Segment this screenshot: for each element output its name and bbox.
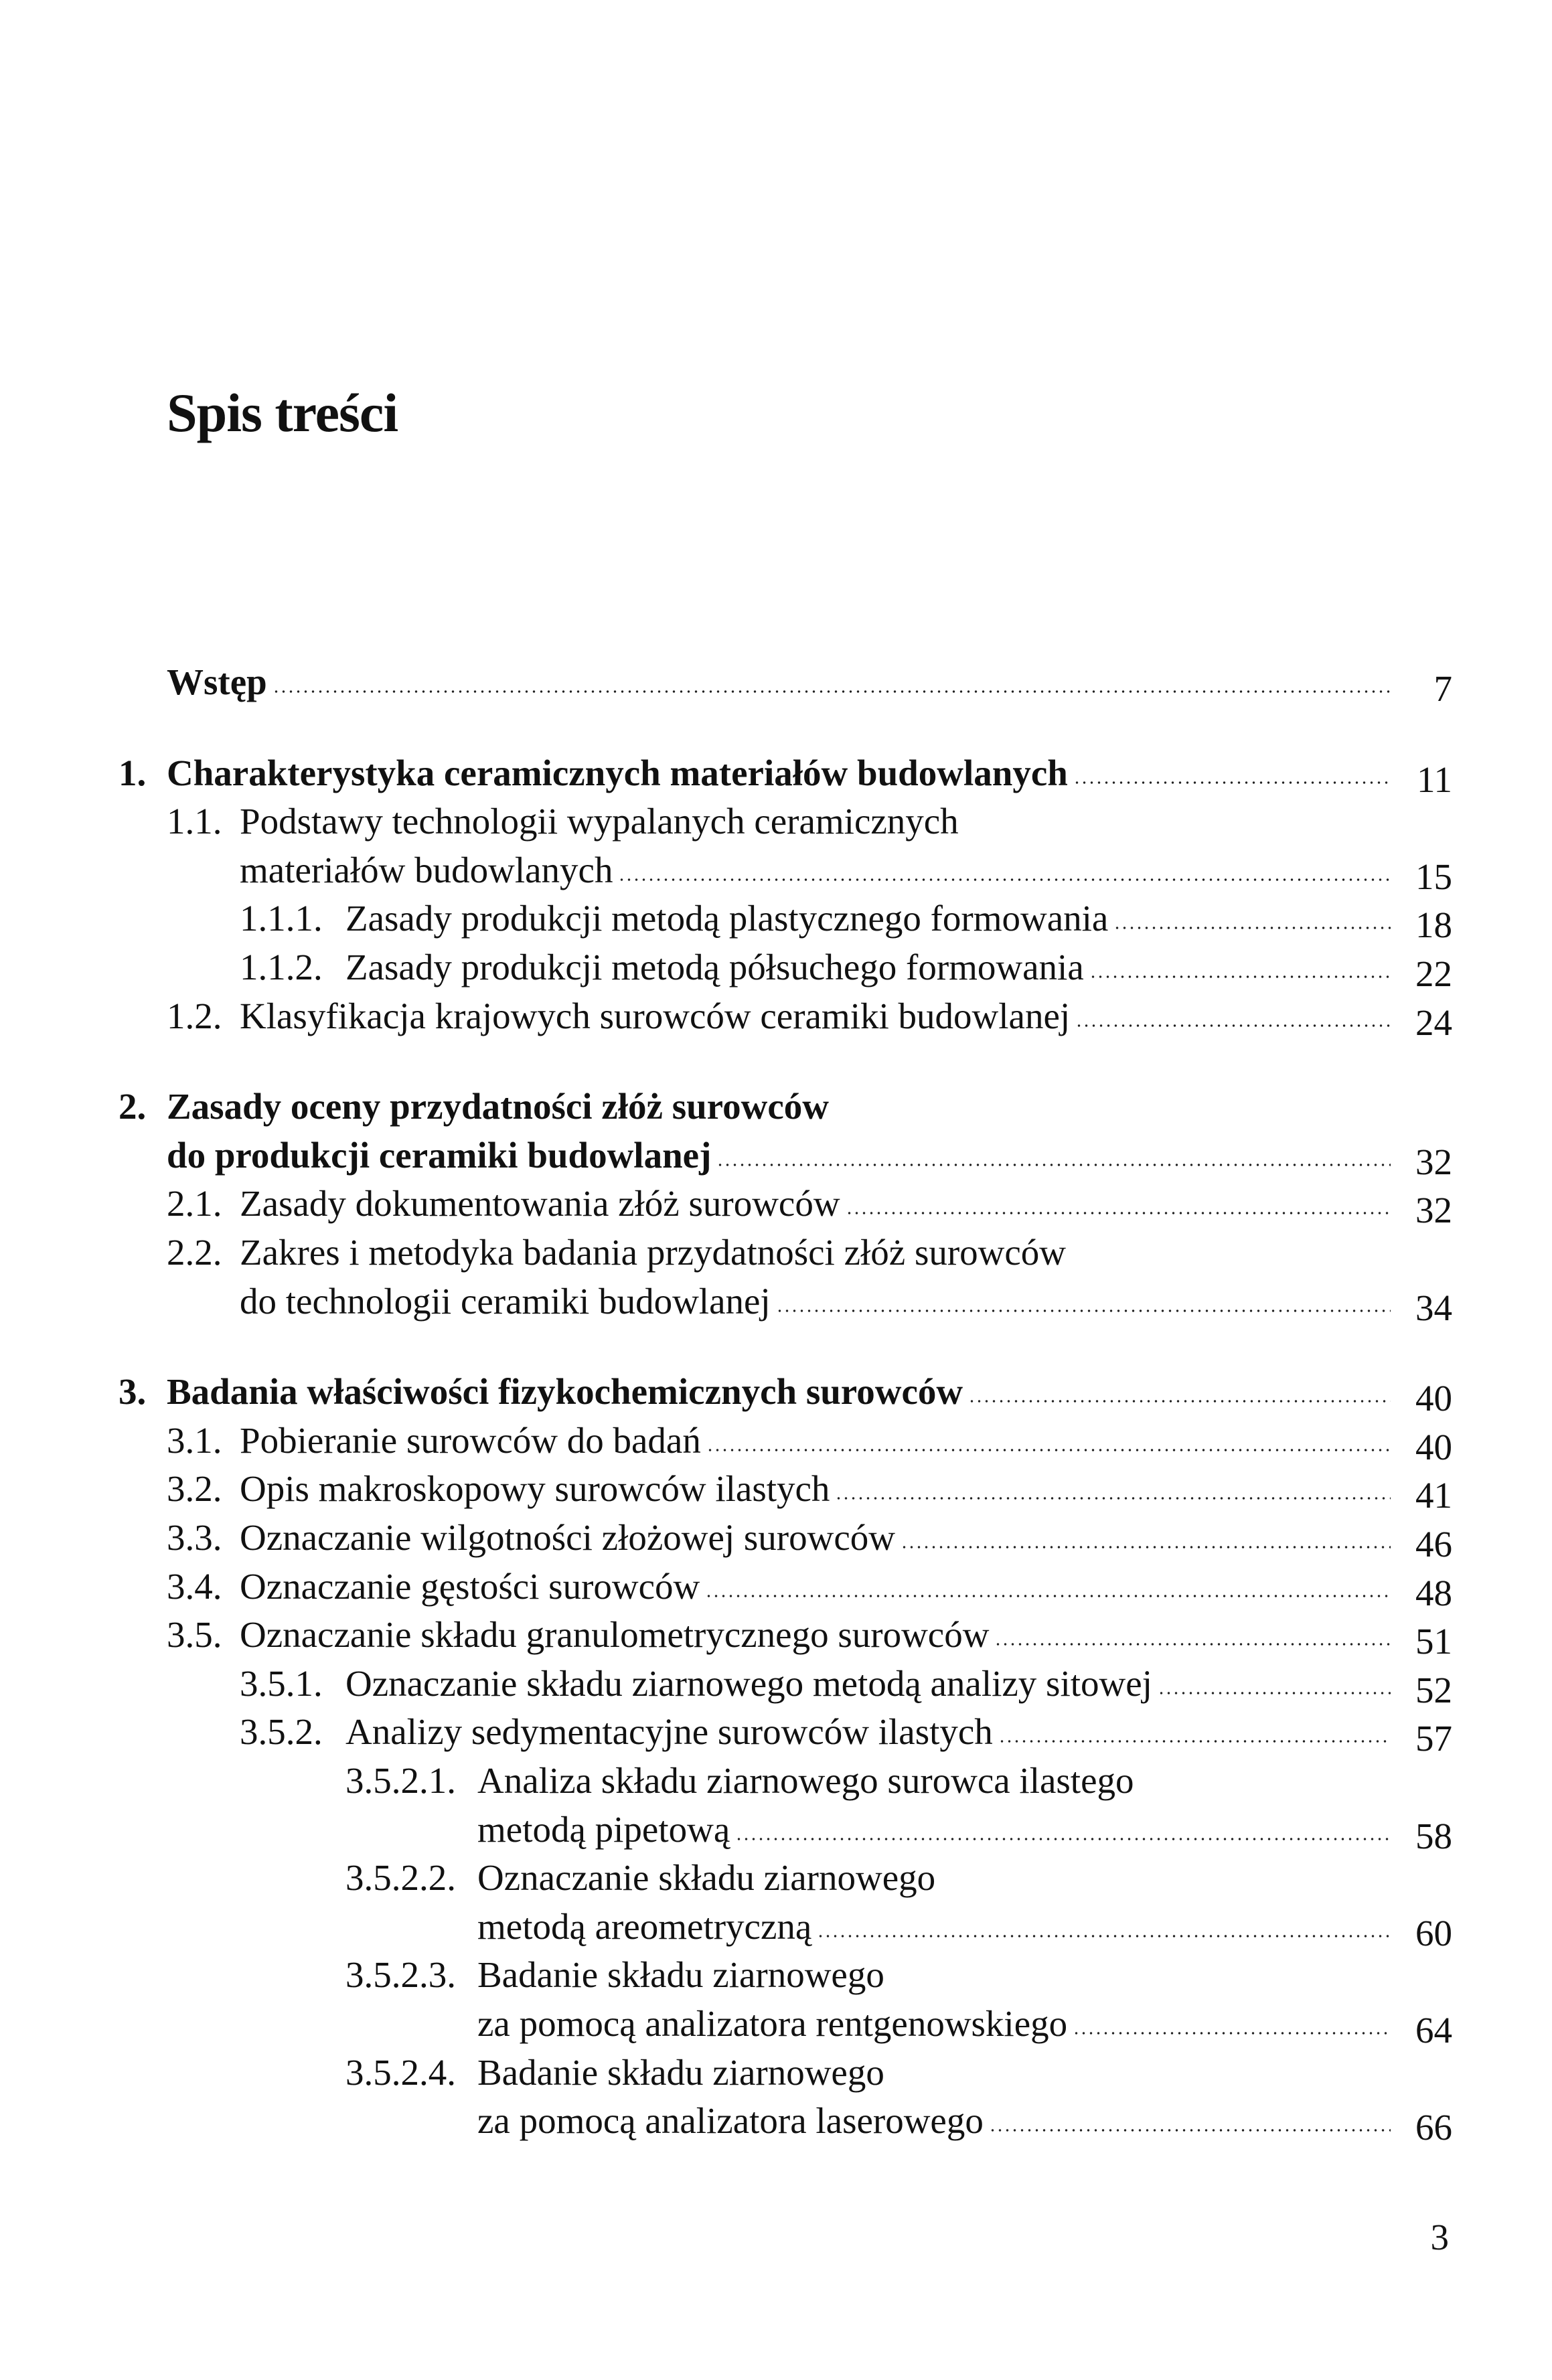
toc-entry-page: 40	[1415, 1426, 1452, 1467]
toc-entry	[345, 1708, 1396, 1756]
dot-leader	[1089, 975, 1391, 978]
toc-entry-title: Opis makroskopowy surowców ilastych	[240, 1468, 830, 1510]
toc-entry	[477, 1903, 1396, 1951]
toc-entry: Badanie składu ziarnowego	[477, 2051, 884, 2093]
dot-leader	[846, 1212, 1391, 1214]
toc-entry	[240, 1563, 1396, 1611]
toc-entry	[240, 1611, 1396, 1659]
toc-entry-page: 32	[1415, 1141, 1452, 1182]
toc-entry-number: 3.	[119, 1371, 147, 1413]
toc-entry-number: 3.4.	[167, 1565, 222, 1607]
dot-leader	[989, 2129, 1391, 2132]
toc-entry	[240, 1417, 1396, 1465]
toc-entry-title: Pobieranie surowców do badań	[240, 1419, 701, 1461]
toc-entry-number: 2.1.	[167, 1183, 222, 1224]
toc-entry	[167, 658, 1396, 706]
toc-entry	[240, 992, 1396, 1040]
toc-entry	[477, 1806, 1396, 1854]
toc-entry: Zasady oceny przydatności złóż surowców	[167, 1086, 829, 1127]
toc-entry-number: 1.1.1.	[240, 898, 323, 939]
toc-entry-number: 3.5.2.1.	[345, 1760, 456, 1801]
toc-entry: Oznaczanie składu ziarnowego	[477, 1857, 936, 1899]
dot-leader	[706, 1449, 1391, 1451]
toc-entry-page: 66	[1415, 2107, 1452, 2148]
toc-entry-number: 3.5.2.2.	[345, 1857, 456, 1899]
toc-entry-title: za pomocą analizatora rentgenowskiego	[477, 2003, 1068, 2044]
toc-entry-page: 57	[1415, 1718, 1452, 1759]
toc-entry-page: 52	[1415, 1669, 1452, 1711]
toc-entry-page: 7	[1433, 668, 1452, 709]
dot-leader	[994, 1643, 1391, 1646]
toc-entry-title: Oznaczanie wilgotności złożowej surowców	[240, 1517, 895, 1558]
toc-entry: Badanie składu ziarnowego	[477, 1954, 884, 1996]
toc-entry-number: 3.2.	[167, 1468, 222, 1510]
toc-entry-title: Oznaczanie składu granulometrycznego surowców	[240, 1614, 990, 1656]
toc-entry	[477, 2000, 1396, 2048]
dot-leader	[273, 690, 1391, 693]
toc-entry	[345, 1660, 1396, 1708]
toc-entry	[240, 1514, 1396, 1562]
dot-leader	[618, 878, 1391, 881]
toc-entry-title: Analizy sedymentacyjne surowców ilastych	[345, 1711, 993, 1753]
toc-entry	[345, 894, 1396, 943]
toc-entry-page: 48	[1415, 1572, 1452, 1613]
toc-entry-title: Badania właściwości fizykochemicznych surowców	[167, 1371, 963, 1413]
page-number: 3	[1430, 2217, 1449, 2257]
toc-entry-number: 2.	[119, 1086, 147, 1127]
toc-entry-page: 18	[1415, 904, 1452, 946]
toc-entry-page: 46	[1415, 1524, 1452, 1565]
toc-entry-page: 22	[1415, 953, 1452, 994]
toc-entry	[240, 1465, 1396, 1513]
toc-entry-title: do technologii ceramiki budowlanej	[240, 1280, 771, 1322]
toc-entry-page: 51	[1415, 1621, 1452, 1662]
toc-entry-title: Zasady produkcji metodą plastycznego formowania	[345, 898, 1109, 939]
toc-entry-title: metodą areometryczną	[477, 1905, 812, 1947]
toc-entry-title: Wstęp	[167, 661, 267, 702]
toc-entry-page: 32	[1415, 1190, 1452, 1231]
toc-entry	[240, 1180, 1396, 1228]
toc-entry-title: Oznaczanie gęstości surowców	[240, 1565, 700, 1607]
dot-leader	[1113, 927, 1391, 929]
dot-leader	[817, 1935, 1391, 1937]
dot-leader	[901, 1546, 1391, 1549]
toc-entry	[167, 1368, 1396, 1416]
toc-entry-title: Oznaczanie składu ziarnowego metodą analizy sitowej	[345, 1662, 1152, 1704]
toc-entry-number: 1.1.2.	[240, 947, 323, 987]
toc-entry-title: metodą pipetową	[477, 1808, 730, 1850]
dot-leader	[735, 1838, 1391, 1840]
toc-entry-title: Zasady produkcji metodą półsuchego formowania	[345, 947, 1084, 987]
toc-entry-page: 41	[1415, 1475, 1452, 1516]
toc-entry-title: za pomocą analizatora laserowego	[477, 2100, 984, 2142]
toc-entry-number: 3.5.2.3.	[345, 1954, 456, 1996]
toc-entry-page: 60	[1415, 1912, 1452, 1954]
toc-entry-number: 1.	[119, 752, 147, 793]
toc-entry-number: 3.5.2.4.	[345, 2051, 456, 2093]
toc-entry-number: 1.2.	[167, 995, 222, 1036]
toc-entry-page: 15	[1415, 856, 1452, 897]
dot-leader	[998, 1740, 1391, 1743]
toc-entry-title: Klasyfikacja krajowych surowców ceramiki budowlanej	[240, 995, 1071, 1036]
toc-entry-number: 3.5.	[167, 1614, 222, 1656]
page-title: Spis treści	[167, 382, 398, 443]
toc-entry-number: 2.2.	[167, 1232, 222, 1273]
toc-entry: Zakres i metodyka badania przydatności złóż surowców	[240, 1232, 1067, 1273]
toc-entry-title: Charakterystyka ceramicznych materiałów budowlanych	[167, 752, 1068, 793]
toc-entry-number: 3.1.	[167, 1419, 222, 1461]
dot-leader	[1158, 1692, 1391, 1694]
toc-entry	[167, 749, 1396, 797]
dot-leader	[716, 1164, 1391, 1166]
dot-leader	[776, 1310, 1391, 1312]
toc-entry-title: do produkcji ceramiki budowlanej	[167, 1134, 712, 1176]
toc-entry-number: 3.3.	[167, 1517, 222, 1558]
toc-entry: Analiza składu ziarnowego surowca ilastego	[477, 1760, 1134, 1801]
dot-leader	[705, 1595, 1391, 1597]
toc-entry-page: 11	[1417, 759, 1452, 800]
toc-entry-title: materiałów budowlanych	[240, 849, 613, 890]
toc-entry-title: Zasady dokumentowania złóż surowców	[240, 1183, 840, 1224]
toc-entry-page: 64	[1415, 2010, 1452, 2051]
toc-entry	[240, 846, 1396, 894]
toc-entry-page: 58	[1415, 1815, 1452, 1856]
toc-entry-number: 1.1.	[167, 801, 222, 842]
dot-leader	[1073, 2032, 1391, 2035]
toc-entry	[240, 1277, 1396, 1326]
toc-entry-page: 34	[1415, 1287, 1452, 1328]
dot-leader	[835, 1497, 1391, 1500]
toc-entry-number: 3.5.2.	[240, 1711, 323, 1753]
toc-entry	[167, 1131, 1396, 1180]
toc-entry-page: 24	[1415, 1002, 1452, 1043]
toc-entry-page: 40	[1415, 1378, 1452, 1419]
dot-leader	[1075, 1024, 1391, 1027]
dot-leader	[968, 1400, 1391, 1403]
toc-entry	[345, 943, 1396, 991]
toc-entry	[477, 2097, 1396, 2145]
dot-leader	[1073, 781, 1391, 784]
toc-entry-number: 3.5.1.	[240, 1662, 323, 1704]
toc-entry: Podstawy technologii wypalanych ceramicznych	[240, 801, 959, 842]
